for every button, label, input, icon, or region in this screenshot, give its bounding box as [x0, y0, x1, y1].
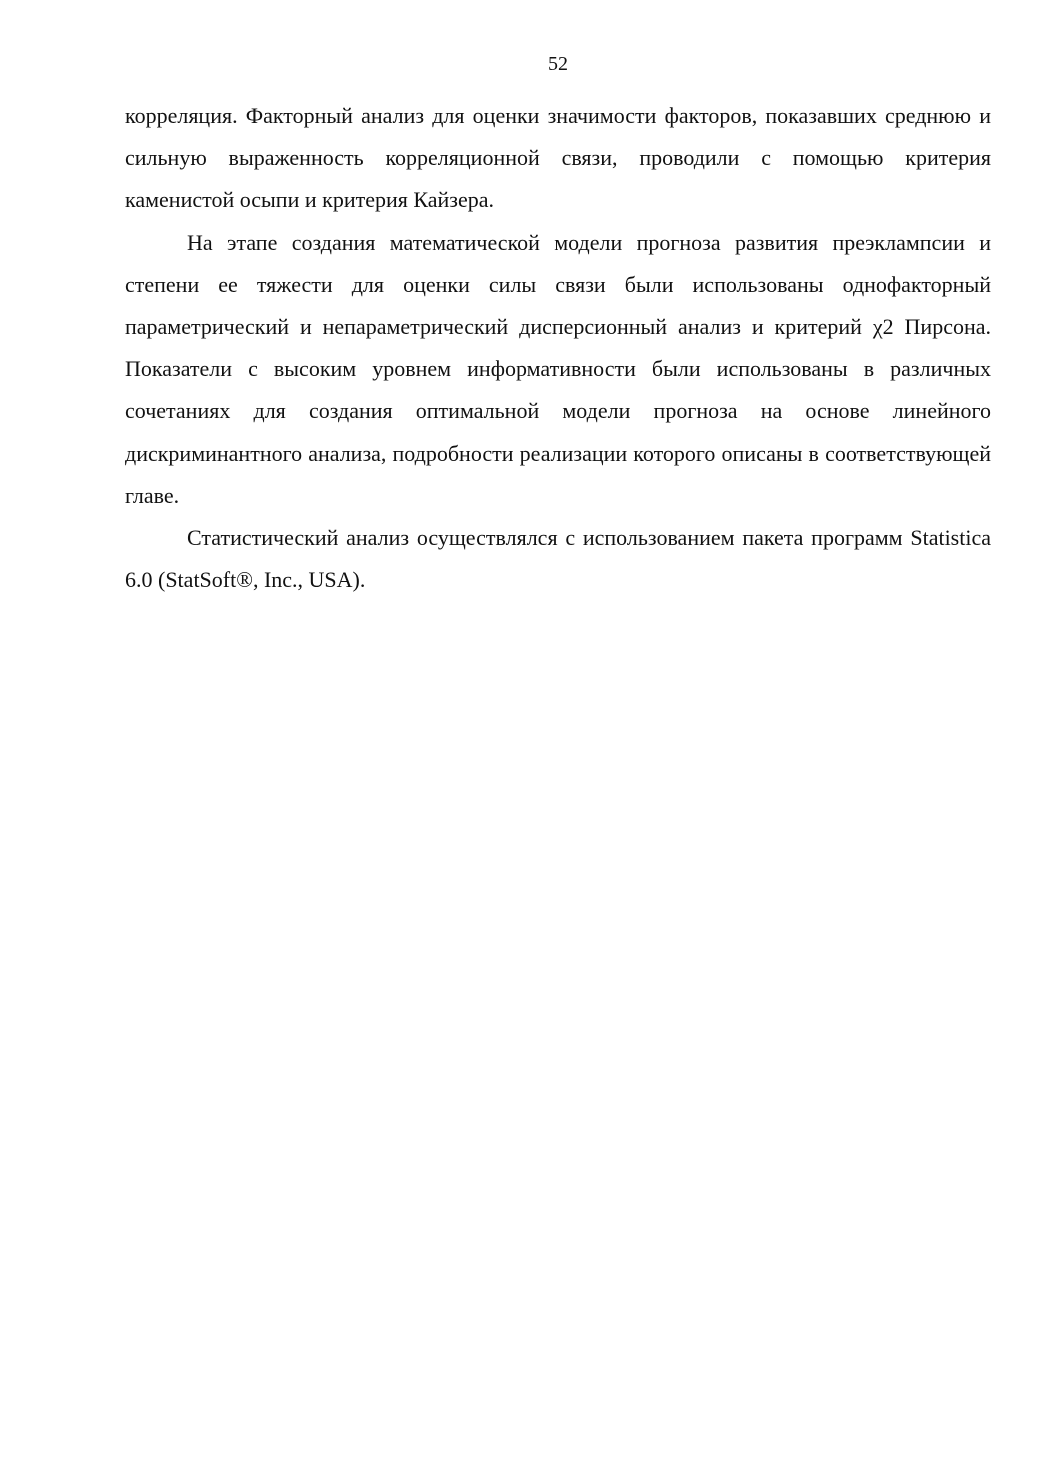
- page-number: 52: [548, 53, 568, 75]
- paragraph-correlation-factor-analysis: корреляция. Факторный анализ для оценки значимости факторов, показавших среднюю и сильную выраженность корреляционной связи, проводили с помощью критерия каменистой осыпи и критерия Кайзера.: [125, 103, 991, 213]
- paragraph-statistical-software: Статистический анализ осуществлялся с использованием пакета программ Statistica 6.0 (StatSoft®, Inc., USA).: [125, 525, 991, 593]
- paragraph-mathematical-model: На этапе создания математической модели прогноза развития преэклампсии и степени ее тяжести для оценки силы связи были использованы однофакторный параметрический и непараметрический дисперсионный анализ и критерий χ2 Пирсона. Показатели с высоким уровнем информативности были использованы в различных сочетаниях для создания оптимальной модели прогноза на основе линейного дискриминантного анализа, подробности реализации которого описаны в соответствующей главе.: [125, 229, 991, 508]
- document-body: [125, 95, 991, 601]
